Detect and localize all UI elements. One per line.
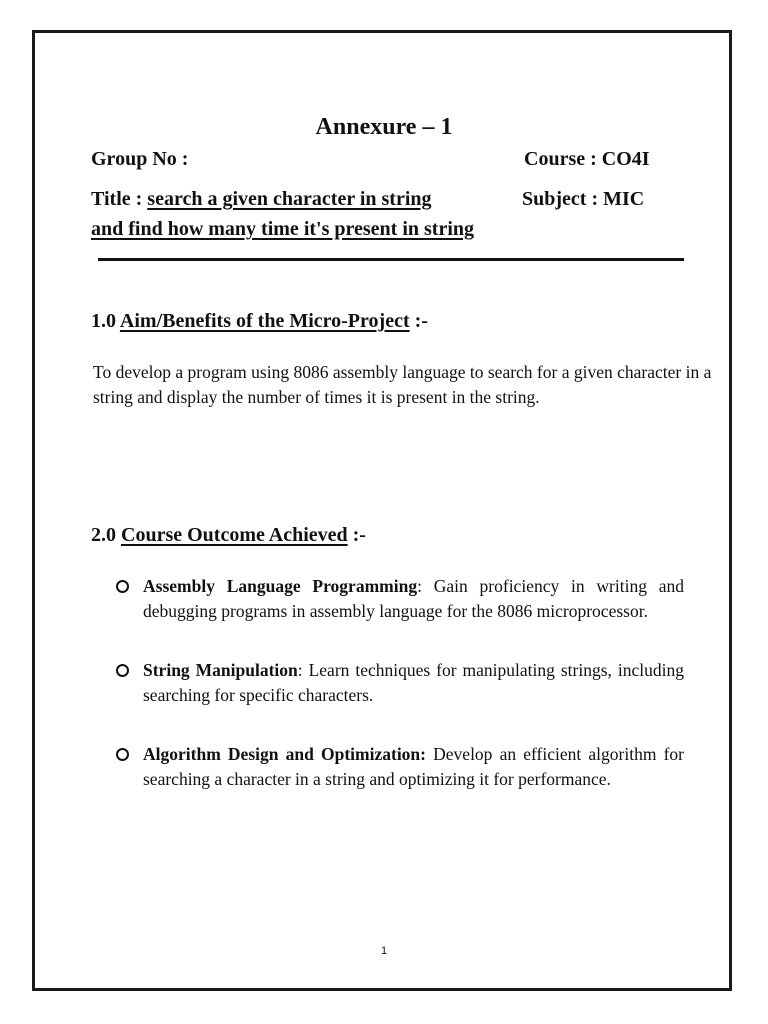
title-text-2: and find how many time it's present in string bbox=[91, 218, 475, 240]
course-label: Course : CO4I bbox=[524, 148, 650, 170]
section-2-suffix: :- bbox=[347, 524, 366, 546]
project-title-line-1 bbox=[91, 188, 432, 211]
section-1-suffix: :- bbox=[409, 310, 428, 332]
list-item bbox=[114, 574, 684, 624]
subject-label: Subject : MIC bbox=[522, 188, 645, 210]
outcome-term: Assembly Language Programming bbox=[143, 576, 418, 596]
bullet-ring-icon bbox=[116, 580, 129, 593]
project-title-line-2 bbox=[91, 218, 474, 241]
header-divider bbox=[98, 258, 684, 261]
page-border bbox=[32, 30, 732, 991]
outcome-list bbox=[114, 574, 684, 792]
group-number-label: Group No : bbox=[91, 148, 189, 170]
section-2-title: Course Outcome Achieved bbox=[121, 524, 348, 546]
section-1-heading bbox=[91, 310, 428, 333]
title-text-1: search a given character in string bbox=[147, 188, 432, 210]
page-number: 1 bbox=[380, 945, 388, 957]
section-2-number: 2.0 bbox=[91, 524, 121, 546]
title-prefix: Title : bbox=[91, 188, 148, 210]
section-1-title: Aim/Benefits of the Micro-Project bbox=[119, 310, 410, 332]
document-title: Annexure – 1 bbox=[315, 114, 453, 140]
section-1-number: 1.0 bbox=[91, 310, 120, 332]
section-2-heading bbox=[91, 524, 366, 547]
outcome-text: : Learn techniques for manipulating strings, including searching for specific characters. bbox=[143, 660, 684, 705]
bullet-ring-icon bbox=[116, 664, 129, 677]
outcome-term: Algorithm Design and Optimization: bbox=[143, 744, 426, 764]
bullet-ring-icon bbox=[116, 748, 129, 761]
list-item bbox=[114, 658, 684, 708]
outcome-term: String Manipulation bbox=[143, 660, 298, 680]
outcome-text: Develop an efficient algorithm for searching a character in a string and optimizing it for performance. bbox=[143, 744, 684, 789]
section-1-body: To develop a program using 8086 assembly language to search for a given character in a string and display the number of times it is present in the string. bbox=[93, 362, 712, 407]
outcome-text: : Gain proficiency in writing and debugging programs in assembly language for the 8086 microprocessor. bbox=[143, 576, 685, 621]
list-item bbox=[114, 742, 684, 792]
